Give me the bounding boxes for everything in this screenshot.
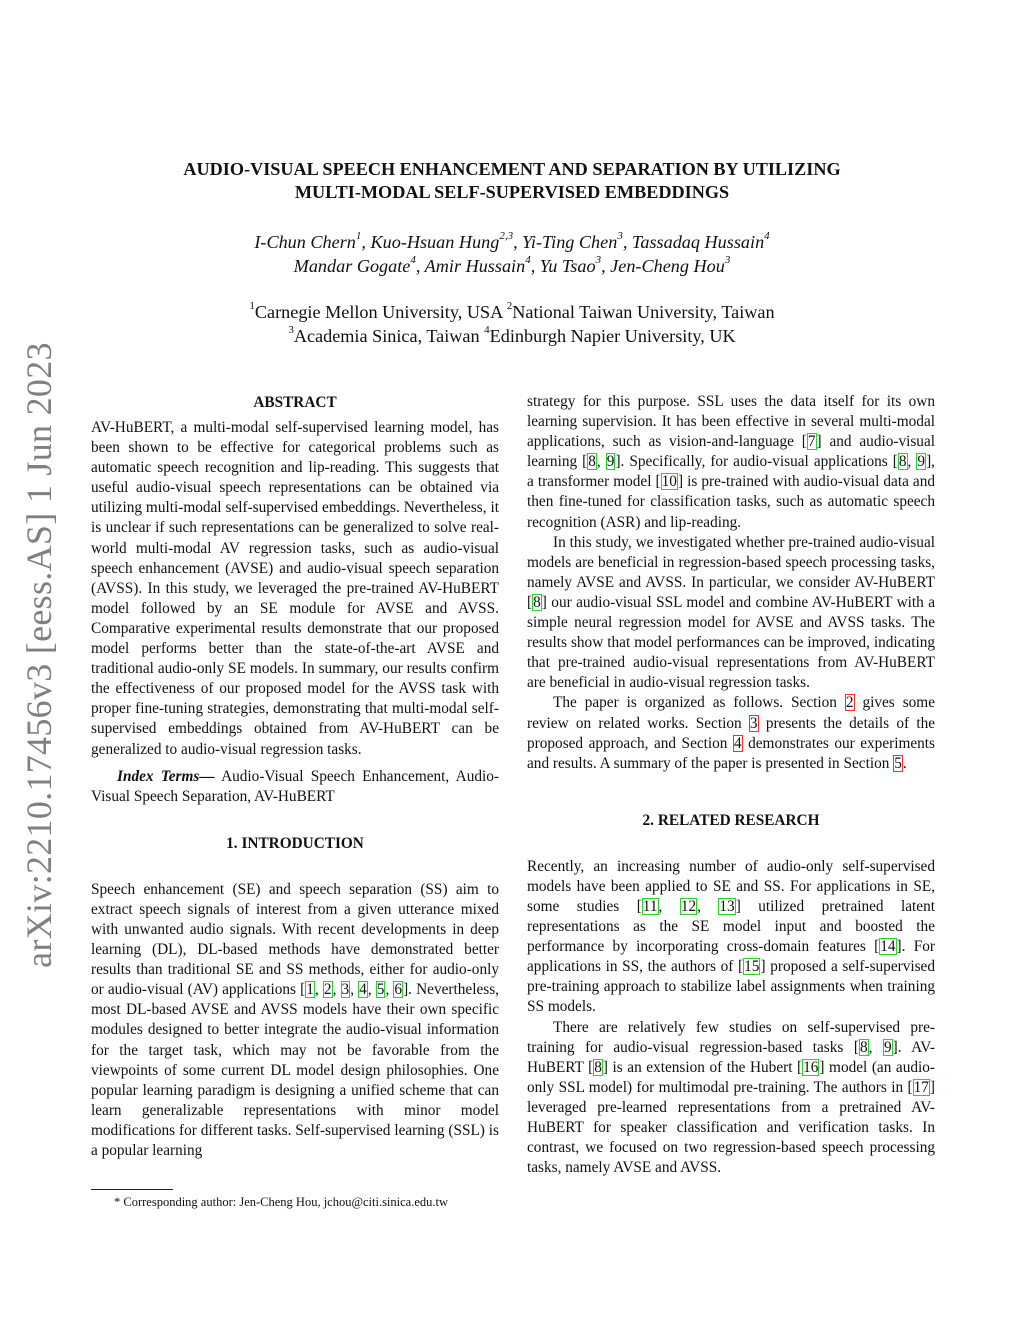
author-affil-mark: 1 [355, 229, 362, 242]
related-paragraph-2: There are relatively few studies on self-supervised pre-training for audio-visual regression-based tasks [8, 9]. AV-HuBERT [8] is an extension of the Hubert [16] model (an audio-only SSL model) for multimodal pre-training. The authors in [17] leveraged pre-learned representations from a pretrained AV-HuBERT for speaker classification and verification tasks. In contrast, we focused on two regression-based speech processing tasks, namely AVSE and AVSS. [527, 1018, 935, 1177]
author-affil-mark: 4 [410, 253, 416, 266]
author-name: Yi-Ting Chen [522, 232, 618, 252]
author-affil-mark: 4 [525, 253, 531, 266]
left-column [91, 393, 499, 1161]
citation-link[interactable]: 11 [642, 897, 658, 915]
intro-paragraph-3: In this study, we investigated whether pre-trained audio-visual models are beneficial in regression-based speech processing tasks, namely AVSE and AVSS. In particular, we consider AV-HuBERT [8] our audio-visual SSL model and combine AV-HuBERT with a simple neural regression model for AVSE and AVSS tasks. The results show that model performances can be improved, indicating that pre-trained audio-visual representations from AV-HuBERT are beneficial in audio-visual regression tasks. [527, 533, 935, 692]
affiliation-name: Academia Sinica, Taiwan [293, 326, 485, 346]
title-line-1: AUDIO-VISUAL SPEECH ENHANCEMENT AND SEPARATION BY UTILIZING [183, 159, 841, 179]
affiliations-line-2: $^3$Academia Sinica, Taiwan $^4$Edinburgh Napier University, UK [288, 323, 736, 346]
abstract-heading: ABSTRACT [253, 394, 337, 411]
author-list [140, 230, 884, 278]
citation-link[interactable]: 15 [744, 958, 760, 976]
author-name: Mandar Gogate [293, 256, 411, 276]
citation-link[interactable]: 8 [533, 593, 541, 611]
author-affil-mark: 2,3 [499, 229, 514, 242]
citation-link[interactable]: 12 [680, 897, 697, 915]
citation-link[interactable]: 4 [359, 981, 367, 999]
index-terms: Index Terms— Audio-Visual Speech Enhancement, Audio-Visual Speech Separation, AV-HuBERT [91, 767, 499, 805]
citation-link[interactable]: 17 [913, 1078, 929, 1096]
citation-link[interactable]: 8 [594, 1058, 602, 1076]
intro-paragraph-2: strategy for this purpose. SSL uses the data itself for its own learning supervision. It has been effective in several multi-modal applications, such as vision-and-language [7] and audio-visual learning [8, 9]. Specifically, for audio-visual applications [8, 9], a transformer model [10] is pre-trained with audio-visual data and then fine-tuned for classification tasks, such as automatic speech recognition (ASR) and lip-reading. [527, 393, 936, 531]
citation-link[interactable]: 6 [394, 981, 403, 999]
affiliations-line-1: $^1$Carnegie Mellon University, USA $^2$National Taiwan University, Taiwan [249, 299, 775, 322]
intro-heading: 1. INTRODUCTION [226, 834, 364, 852]
section-link[interactable]: 3 [749, 714, 758, 732]
citation-link[interactable]: 8 [898, 453, 907, 471]
author-affil-mark: 4 [764, 229, 770, 242]
citation-link[interactable]: 9 [917, 453, 926, 471]
citation-link[interactable]: 7 [807, 433, 816, 451]
affiliation-name: Edinburgh Napier University, UK [489, 326, 736, 346]
citation-link[interactable]: 9 [606, 453, 615, 471]
paper-title [120, 158, 904, 204]
citation-link[interactable]: 10 [661, 473, 677, 491]
author-name: Tassadaq Hussain [631, 232, 765, 252]
author-name: Jen-Cheng Hou [610, 256, 725, 276]
citation-link[interactable]: 5 [376, 981, 385, 999]
authors-line-1: I-Chun Chern$^1$, Kuo-Hsuan Hung$^{2,3}$, Yi-Ting Chen$^3$, Tassadaq Hussain$^4$ [254, 229, 770, 252]
affiliations [140, 300, 884, 348]
section-link[interactable]: 2 [845, 694, 854, 712]
intro-paragraph-1: Speech enhancement (SE) and speech separation (SS) aim to extract speech signals of interest from a given utterance mixed with unwanted audio signals. With recent developments in deep learning (DL), DL-based methods have demonstrated better results than traditional SE and SS methods, either for audio-only or audio-visual (AV) applications [1, 2, 3, 4, 5, 6]. Nevertheless, most DL-based AVSE and AVSS models have their own specific modules designed to better integrate the audio-visual information for the target task, which may not be favorable from the viewpoints of some current DL model design philosophies. One popular learning paradigm is designing a unified scheme that can learn generalizable representations with minor model modifications for different tasks. Self-supervised learning (SSL) is a popular learning [91, 880, 499, 1159]
author-name: I-Chun Chern [254, 232, 356, 252]
related-paragraph-1: Recently, an increasing number of audio-only self-supervised models have been applied to SE and SS. For applications in SE, some studies [11, 12, 13] utilized pretrained latent representations as the SE model input and boosted the performance by incorporating cross-domain features [14]. For applications in SS, the authors of [15] proposed a self-supervised pre-training approach to stabilize label assignments when training SS models. [527, 857, 935, 1016]
affiliation-name: Carnegie Mellon University, USA [254, 302, 507, 322]
section-link[interactable]: 5 [894, 754, 902, 772]
author-affil-mark: 3 [617, 229, 623, 242]
related-heading: 2. RELATED RESEARCH [642, 811, 820, 829]
citation-link[interactable]: 9 [883, 1038, 892, 1056]
citation-link[interactable]: 1 [306, 981, 314, 999]
author-affil-mark: 3 [595, 253, 602, 266]
citation-link[interactable]: 13 [719, 897, 735, 915]
citation-link[interactable]: 3 [341, 981, 350, 999]
author-affil-mark: 3 [724, 253, 731, 266]
author-name: Kuo-Hsuan Hung [370, 232, 500, 252]
author-name: Yu Tsao [539, 256, 596, 276]
title-line-2: MULTI-MODAL SELF-SUPERVISED EMBEDDINGS [294, 182, 730, 202]
author-name: Amir Hussain [424, 256, 526, 276]
index-terms-label: Index Terms— [117, 767, 215, 785]
citation-link[interactable]: 8 [859, 1038, 868, 1056]
abstract-text: AV-HuBERT, a multi-modal self-supervised learning model, has been shown to be effective for categorical problems such as automatic speech recognition and lip-reading. This suggests that useful audio-visual speech representations can be obtained via utilizing multi-modal self-supervised embeddings. Nevertheless, it is unclear if such representations can be generalized to solve real-world multi-modal AV regression tasks, such as audio-visual speech enhancement (AVSE) and audio-visual speech separation (AVSS). In this study, we leveraged the pre-trained AV-HuBERT model followed by an SE module for AVSE and AVSS. Comparative experimental results demonstrate that our proposed model performs better than the state-of-the-art AVSE and traditional audio-only SE models. In summary, our results confirm the effectiveness of our proposed model for the AVSS task with proper fine-tuning strategies, demonstrating that multi-modal self-supervised embeddings obtained from AV-HuBERT can be generalized to audio-visual regression tasks. [91, 419, 499, 758]
citation-link[interactable]: 8 [588, 453, 596, 471]
intro-paragraph-4: The paper is organized as follows. Section 2 gives some review on related works. Section 3 presents the details of the proposed approach, and Section 4 demonstrates our experiments and results. A summary of the paper is presented in Section 5. [527, 694, 936, 772]
right-column [527, 392, 935, 1178]
corresponding-author-footnote: * Corresponding author: Jen-Cheng Hou, jchou@citi.sinica.edu.tw [114, 1195, 449, 1209]
footnote-divider [91, 1189, 173, 1190]
citation-link[interactable]: 16 [803, 1058, 819, 1076]
affiliation-name: National Taiwan University, Taiwan [512, 302, 775, 322]
citation-link[interactable]: 2 [323, 981, 332, 999]
authors-line-2: Mandar Gogate$^4$, Amir Hussain$^4$, Yu Tsao$^3$, Jen-Cheng Hou$^3$ [293, 253, 731, 276]
section-link[interactable]: 4 [733, 734, 742, 752]
arxiv-identifier: arXiv:2210.17456v3 [eess.AS] 1 Jun 2023 [19, 342, 59, 968]
citation-link[interactable]: 14 [880, 938, 896, 956]
